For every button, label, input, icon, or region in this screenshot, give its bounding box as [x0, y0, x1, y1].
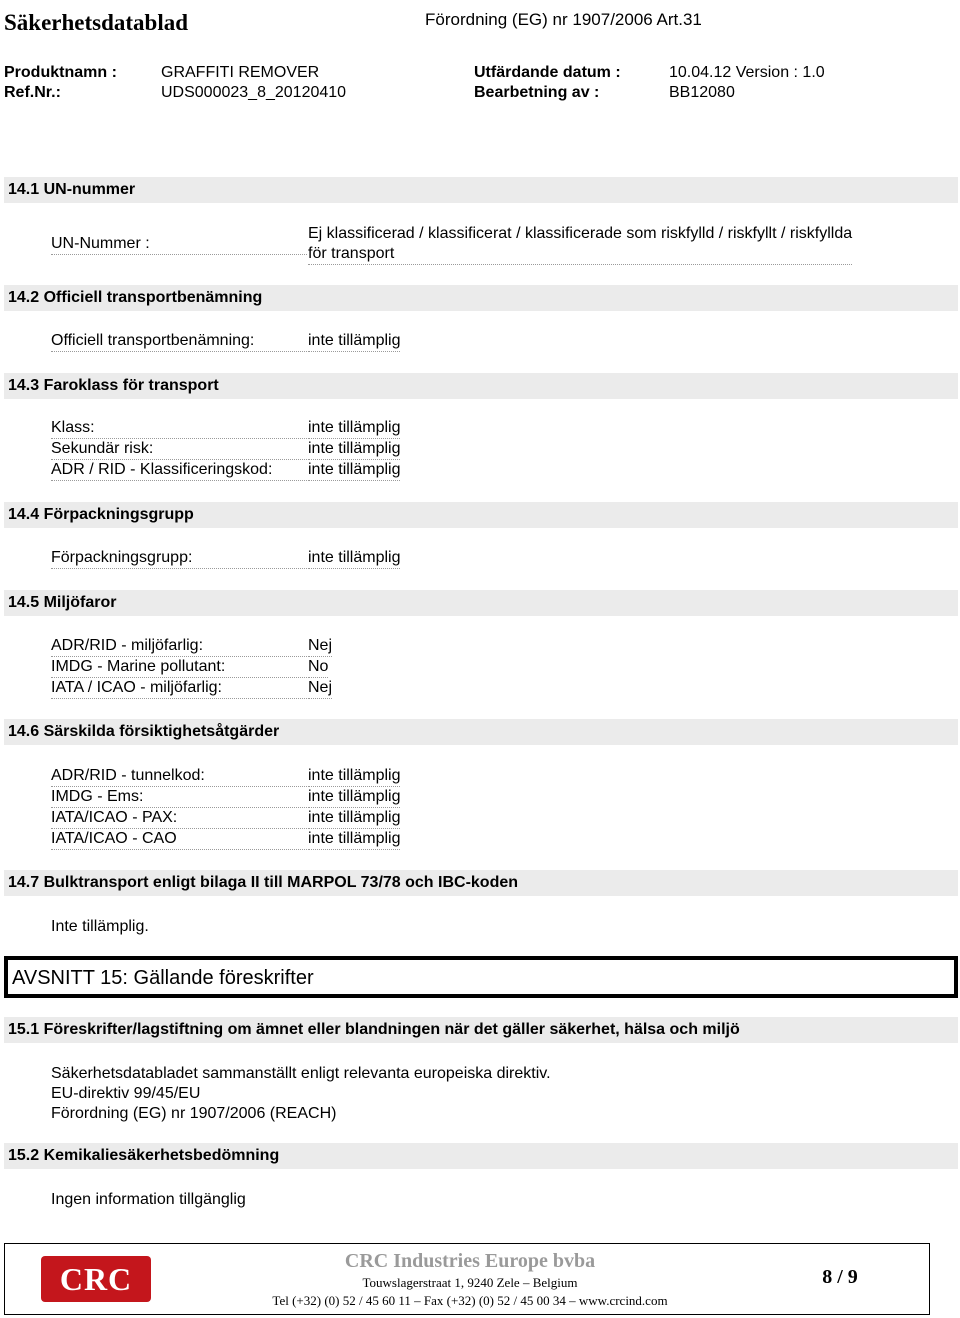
class-value: inte tillämplig	[308, 417, 400, 439]
section-14-4-heading: 14.4 Förpackningsgrupp	[4, 502, 958, 528]
section-15-2-heading: 15.2 Kemikaliesäkerhetsbedömning	[4, 1143, 958, 1169]
imdg-ems-label: IMDG - Ems:	[51, 786, 307, 808]
ref-number-value: UDS000023_8_20120410	[161, 84, 347, 101]
iata-pax-label: IATA/ICAO - PAX:	[51, 807, 307, 829]
un-number-value-line2: för transport	[308, 245, 395, 262]
un-number-label: UN-Nummer :	[51, 233, 307, 255]
packing-group-label: Förpackningsgrupp:	[51, 547, 307, 569]
adr-environmental-label: ADR/RID - miljöfarlig:	[51, 635, 307, 657]
issue-date-label: Utfärdande datum :	[474, 64, 621, 81]
company-address: Touwslagerstraat 1, 9240 Zele – Belgium	[362, 1275, 578, 1290]
ref-number-label: Ref.Nr.:	[4, 84, 61, 101]
secondary-risk-value: inte tillämplig	[308, 438, 400, 460]
imdg-marine-pollutant-value: No	[308, 656, 328, 678]
edited-by-value: BB12080	[669, 84, 735, 101]
product-name-label: Produktnamn :	[4, 64, 117, 81]
iata-environmental-label: IATA / ICAO - miljöfarlig:	[51, 677, 307, 699]
document-title: Säkerhetsdatablad	[4, 10, 189, 35]
section-15-1-heading: 15.1 Föreskrifter/lagstiftning om ämnet eller blandningen när det gäller säkerhet, hälsa och miljö	[4, 1017, 958, 1043]
company-name: CRC Industries Europe bvba	[344, 1250, 596, 1272]
class-label: Klass:	[51, 417, 307, 439]
section-14-1-heading: 14.1 UN-nummer	[4, 177, 958, 203]
packing-group-value: inte tillämplig	[308, 547, 400, 569]
section-14-5-heading: 14.5 Miljöfaror	[4, 590, 958, 616]
page-number: 8 / 9	[822, 1266, 858, 1288]
iata-cao-label: IATA/ICAO - CAO	[51, 828, 307, 850]
section-14-2-heading: 14.2 Officiell transportbenämning	[4, 285, 958, 311]
regulation-line-2: EU-direktiv 99/45/EU	[51, 1085, 201, 1102]
imdg-marine-pollutant-label: IMDG - Marine pollutant:	[51, 656, 307, 678]
iata-pax-value: inte tillämplig	[308, 807, 400, 829]
product-name-value: GRAFFITI REMOVER	[161, 64, 320, 81]
issue-date-value: 10.04.12 Version : 1.0	[669, 64, 825, 81]
un-number-value-line1: Ej klassificerad / klassificerat / klassificerade som riskfylld / riskfyllt / riskfyllda	[308, 225, 853, 242]
classification-code-value: inte tillämplig	[308, 459, 400, 481]
edited-by-label: Bearbetning av :	[474, 84, 600, 101]
section-14-6-heading: 14.6 Särskilda försiktighetsåtgärder	[4, 719, 958, 745]
regulation-line-1: Säkerhetsdatabladet sammanställt enligt relevanta europeiska direktiv.	[51, 1065, 551, 1082]
section-14-7-heading: 14.7 Bulktransport enligt bilaga II till MARPOL 73/78 och IBC-koden	[4, 870, 958, 896]
chemical-safety-text: Ingen information tillgänglig	[51, 1191, 246, 1208]
crc-logo-text: CRC	[59, 1261, 133, 1297]
transport-name-label: Officiell transportbenämning:	[51, 330, 307, 352]
page-footer	[4, 1243, 930, 1315]
crc-logo	[41, 1256, 151, 1302]
regulation-line-3: Förordning (EG) nr 1907/2006 (REACH)	[51, 1105, 337, 1122]
bulk-transport-text: Inte tillämplig.	[51, 918, 149, 935]
company-contact: Tel (+32) (0) 52 / 45 60 11 – Fax (+32) (0) 52 / 45 00 34 – www.crcind.com	[272, 1293, 668, 1308]
classification-code-label: ADR / RID - Klassificeringskod:	[51, 459, 307, 481]
tunnel-code-value: inte tillämplig	[308, 765, 400, 787]
iata-environmental-value: Nej	[308, 677, 332, 699]
imdg-ems-value: inte tillämplig	[308, 786, 400, 808]
un-number-value	[308, 224, 852, 265]
iata-cao-value: inte tillämplig	[308, 828, 400, 850]
section-15-title: AVSNITT 15: Gällande föreskrifter	[4, 956, 958, 998]
regulation-reference: Förordning (EG) nr 1907/2006 Art.31	[425, 10, 702, 29]
adr-environmental-value: Nej	[308, 635, 332, 657]
section-14-3-heading: 14.3 Faroklass för transport	[4, 373, 958, 399]
transport-name-value: inte tillämplig	[308, 330, 400, 352]
secondary-risk-label: Sekundär risk:	[51, 438, 307, 460]
tunnel-code-label: ADR/RID - tunnelkod:	[51, 765, 307, 787]
